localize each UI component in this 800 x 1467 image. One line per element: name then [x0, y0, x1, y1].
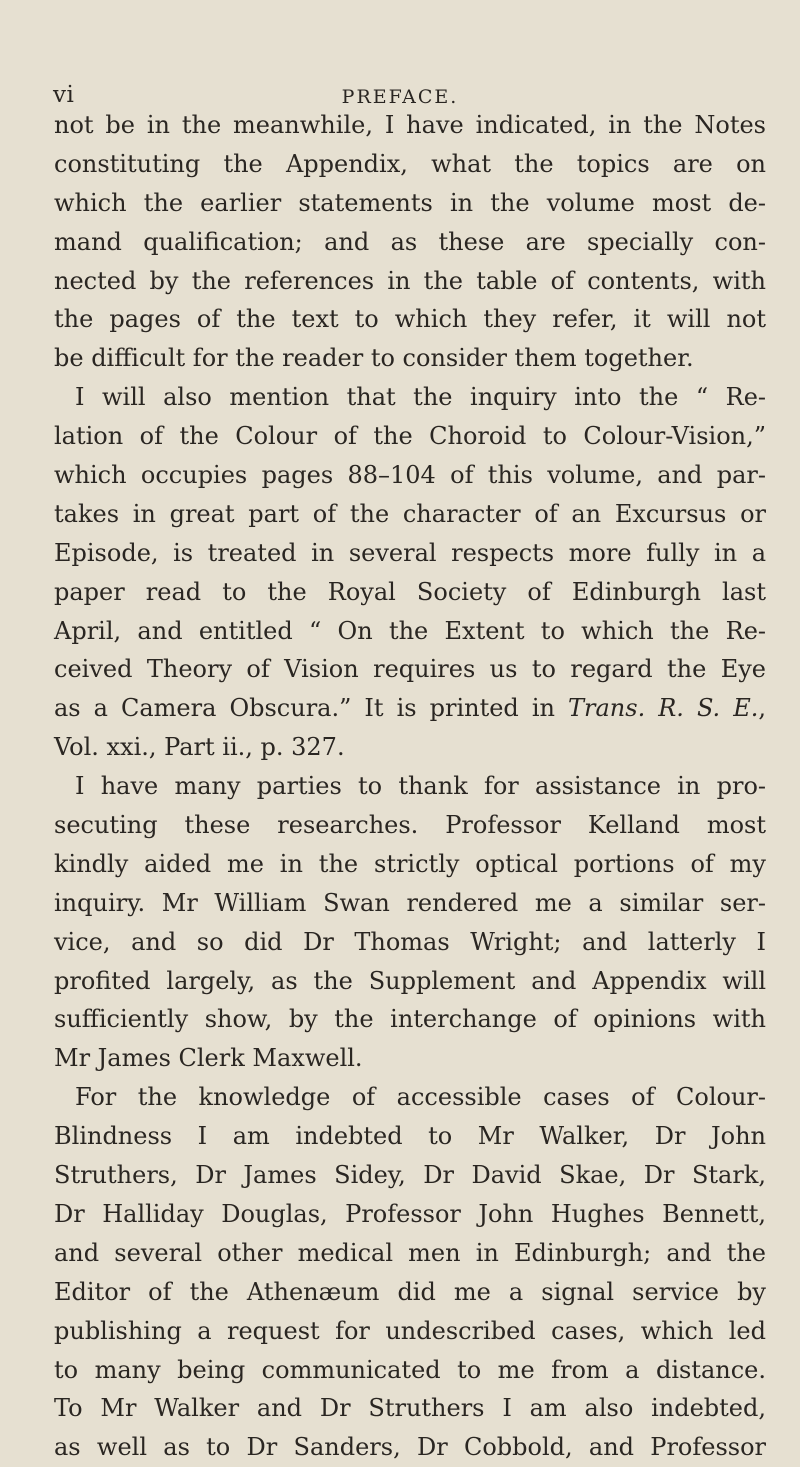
text-line: Dr Halliday Douglas, Professor John Hughes Bennett,	[54, 1199, 766, 1228]
paragraph	[54, 378, 766, 767]
body-text	[54, 106, 766, 1467]
text-line: ceived Theory of Vision requires us to regard the Eye	[54, 655, 766, 684]
text-line: as a Camera Obscura.” It is printed in Trans. R. S. E.,	[54, 694, 766, 723]
paragraph	[54, 106, 766, 378]
page-number: vi	[53, 82, 75, 108]
text-line: profited largely, as the Supplement and Appendix will	[54, 966, 766, 995]
text-line: takes in great part of the character of an Excursus or	[54, 499, 766, 528]
text-line: which occupies pages 88–104 of this volume, and par-	[54, 461, 766, 490]
text-line: April, and entitled “ On the Extent to which the Re-	[54, 616, 766, 645]
text-line: mand qualification; and as these are specially con-	[54, 227, 766, 256]
running-title: PREFACE.	[341, 86, 459, 108]
text-line: sufficiently show, by the interchange of opinions with	[54, 1005, 766, 1034]
journal-abbreviation: Trans. R. S. E.	[568, 694, 759, 723]
text-line: lation of the Colour of the Choroid to Colour-Vision,”	[54, 422, 766, 451]
text-line: Mr James Clerk Maxwell.	[54, 1044, 363, 1073]
text-line: Episode, is treated in several respects more fully in a	[54, 538, 766, 567]
text-line: publishing a request for undescribed cases, which led	[54, 1316, 766, 1345]
text-line: inquiry. Mr William Swan rendered me a similar ser-	[54, 888, 766, 917]
text-line: Editor of the Athenæum did me a signal service by	[54, 1277, 766, 1306]
text-line: which the earlier statements in the volume most de-	[54, 188, 766, 217]
text-line: not be in the meanwhile, I have indicated, in the Notes	[54, 111, 766, 139]
text-line: To Mr Walker and Dr Struthers I am also indebted,	[54, 1394, 766, 1423]
paragraph	[54, 767, 766, 1078]
text-line: I will also mention that the inquiry into the “ Re-	[75, 383, 766, 412]
text-line: secuting these researches. Professor Kelland most	[54, 811, 766, 840]
paragraph	[54, 1078, 766, 1467]
text-line: paper read to the Royal Society of Edinburgh last	[54, 577, 766, 606]
text-line: constituting the Appendix, what the topics are on	[54, 149, 766, 178]
text-line: and several other medical men in Edinburgh; and the	[54, 1238, 766, 1267]
text-line: as well as to Dr Sanders, Dr Cobbold, and Professor	[54, 1433, 766, 1462]
text-line: be difficult for the reader to consider them together.	[54, 344, 694, 373]
text-line: Blindness I am indebted to Mr Walker, Dr John	[54, 1122, 766, 1151]
text-line: vice, and so did Dr Thomas Wright; and latterly I	[54, 927, 766, 956]
text-line: kindly aided me in the strictly optical portions of my	[54, 849, 766, 878]
text-line: I have many parties to thank for assistance in pro-	[75, 772, 766, 801]
text-line: nected by the references in the table of contents, with	[54, 266, 766, 295]
text-line: to many being communicated to me from a distance.	[54, 1355, 766, 1384]
text-line: Struthers, Dr James Sidey, Dr David Skae, Dr Stark,	[54, 1161, 766, 1190]
text-line: For the knowledge of accessible cases of Colour-	[75, 1083, 766, 1112]
text-line: the pages of the text to which they refer, it will not	[54, 305, 766, 334]
text-line: Vol. xxi., Part ii., p. 327.	[54, 733, 345, 762]
